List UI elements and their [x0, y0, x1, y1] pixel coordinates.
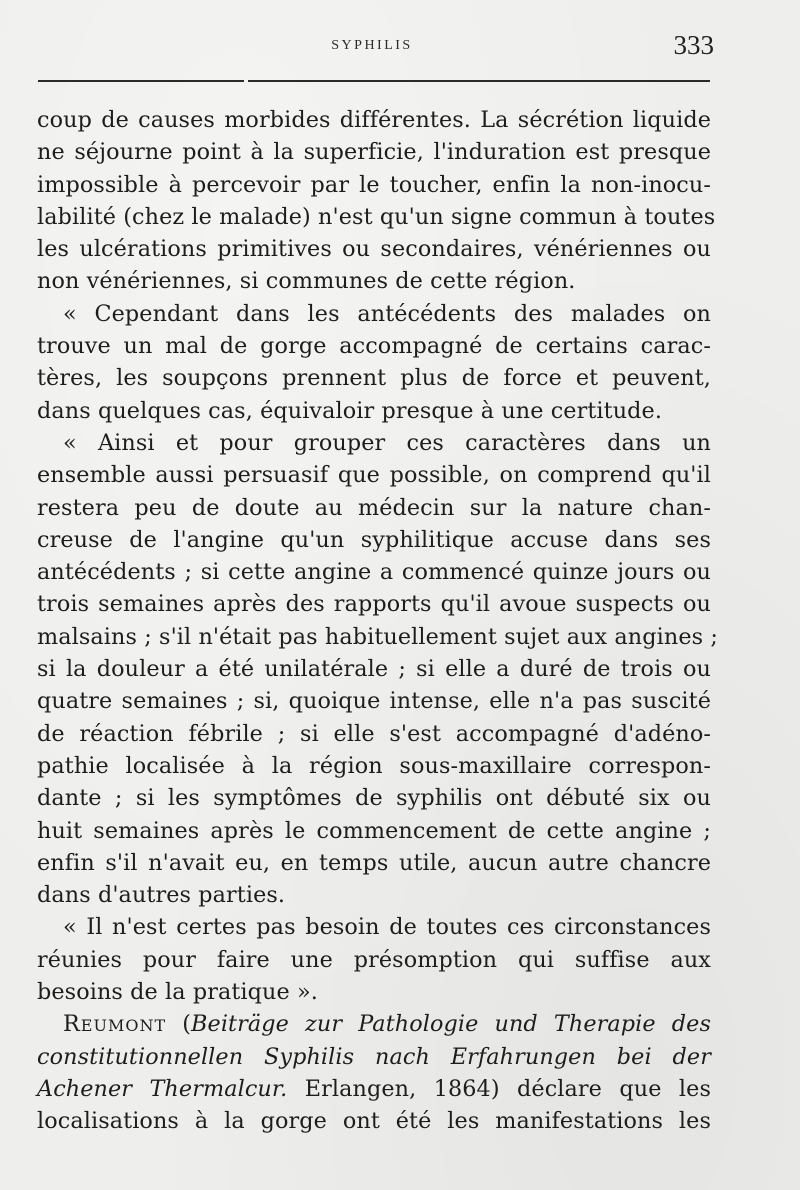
- text-line: constitutionnellen Syphilis nach Erfahrungen bei der: [37, 1043, 711, 1070]
- text-line: les ulcérations primitives ou secondaires, vénériennes ou: [37, 236, 711, 263]
- text-line: localisations à la gorge ont été les manifestations les: [37, 1108, 711, 1135]
- text-line: « Cependant dans les antécédents des malades on: [63, 300, 711, 327]
- text-line: non vénériennes, si communes de cette région.: [37, 268, 576, 295]
- text-line: malsains ; s'il n'était pas habituellement sujet aux angines ;: [37, 623, 718, 650]
- header-rule-right: [248, 80, 710, 82]
- text-line: creuse de l'angine qu'un syphilitique accuse dans ses: [37, 526, 711, 553]
- text-line: restera peu de doute au médecin sur la nature chan-: [37, 494, 711, 521]
- text-line: [37, 1008, 711, 1040]
- book-title: Beiträge zur Pathologie und Therapie des: [191, 1011, 711, 1038]
- text-line: [37, 1073, 711, 1105]
- text-line: impossible à percevoir par le toucher, enfin la non-inocu-: [37, 171, 711, 198]
- text-line: pathie localisée à la région sous-maxillaire correspon-: [37, 752, 711, 779]
- text-line: ensemble aussi persuasif que possible, on comprend qu'il: [37, 462, 711, 489]
- text-line: de réaction fébrile ; si elle s'est accompagné d'adéno-: [37, 720, 711, 747]
- text-line: « Ainsi et pour grouper ces caractères dans un: [63, 429, 711, 456]
- text-line: « Il n'est certes pas besoin de toutes ces circonstances: [63, 914, 711, 941]
- text-line: antécédents ; si cette angine a commencé quinze jours ou: [37, 559, 711, 586]
- text-line: besoins de la pratique ».: [37, 979, 318, 1006]
- book-title-end: Achener Thermalcur.: [37, 1075, 288, 1102]
- text-line: quatre semaines ; si, quoique intense, elle n'a pas suscité: [37, 688, 711, 715]
- text-line: enfin s'il n'avait eu, en temps utile, aucun autre chancre: [37, 849, 711, 876]
- text-line: trois semaines après des rapports qu'il avoue suspects ou: [37, 591, 711, 618]
- text-line: coup de causes morbides différentes. La sécrétion liquide: [37, 107, 711, 133]
- text-line: dante ; si les symptômes de syphilis ont débuté six ou: [37, 785, 711, 812]
- open-paren: (: [182, 1011, 192, 1038]
- header-rule-left: [38, 80, 244, 82]
- text-line: labilité (chez le malade) n'est qu'un signe commun à toutes: [37, 203, 716, 230]
- author-name: Reumont: [63, 1011, 167, 1038]
- citation-tail: Erlangen, 1864) déclare que les: [287, 1075, 711, 1102]
- text-line: réunies pour faire une présomption qui suffise aux: [37, 946, 711, 973]
- text-line: ne séjourne point à la superficie, l'induration est presque: [37, 139, 711, 166]
- page-header: [36, 30, 714, 64]
- text-line: dans quelques cas, équivaloir presque à une certitude.: [37, 397, 663, 424]
- text-line: si la douleur a été unilatérale ; si elle a duré de trois ou: [37, 656, 711, 683]
- text-line: huit semaines après le commencement de cette angine ;: [37, 817, 711, 844]
- text-line: dans d'autres parties.: [37, 882, 286, 909]
- running-head: SYPHILIS: [331, 38, 413, 53]
- page-number: 333: [673, 30, 714, 60]
- text-line: trouve un mal de gorge accompagné de certains carac-: [37, 333, 711, 360]
- body-text: [37, 104, 718, 1138]
- text-line: tères, les soupçons prennent plus de force et peuvent,: [37, 365, 711, 392]
